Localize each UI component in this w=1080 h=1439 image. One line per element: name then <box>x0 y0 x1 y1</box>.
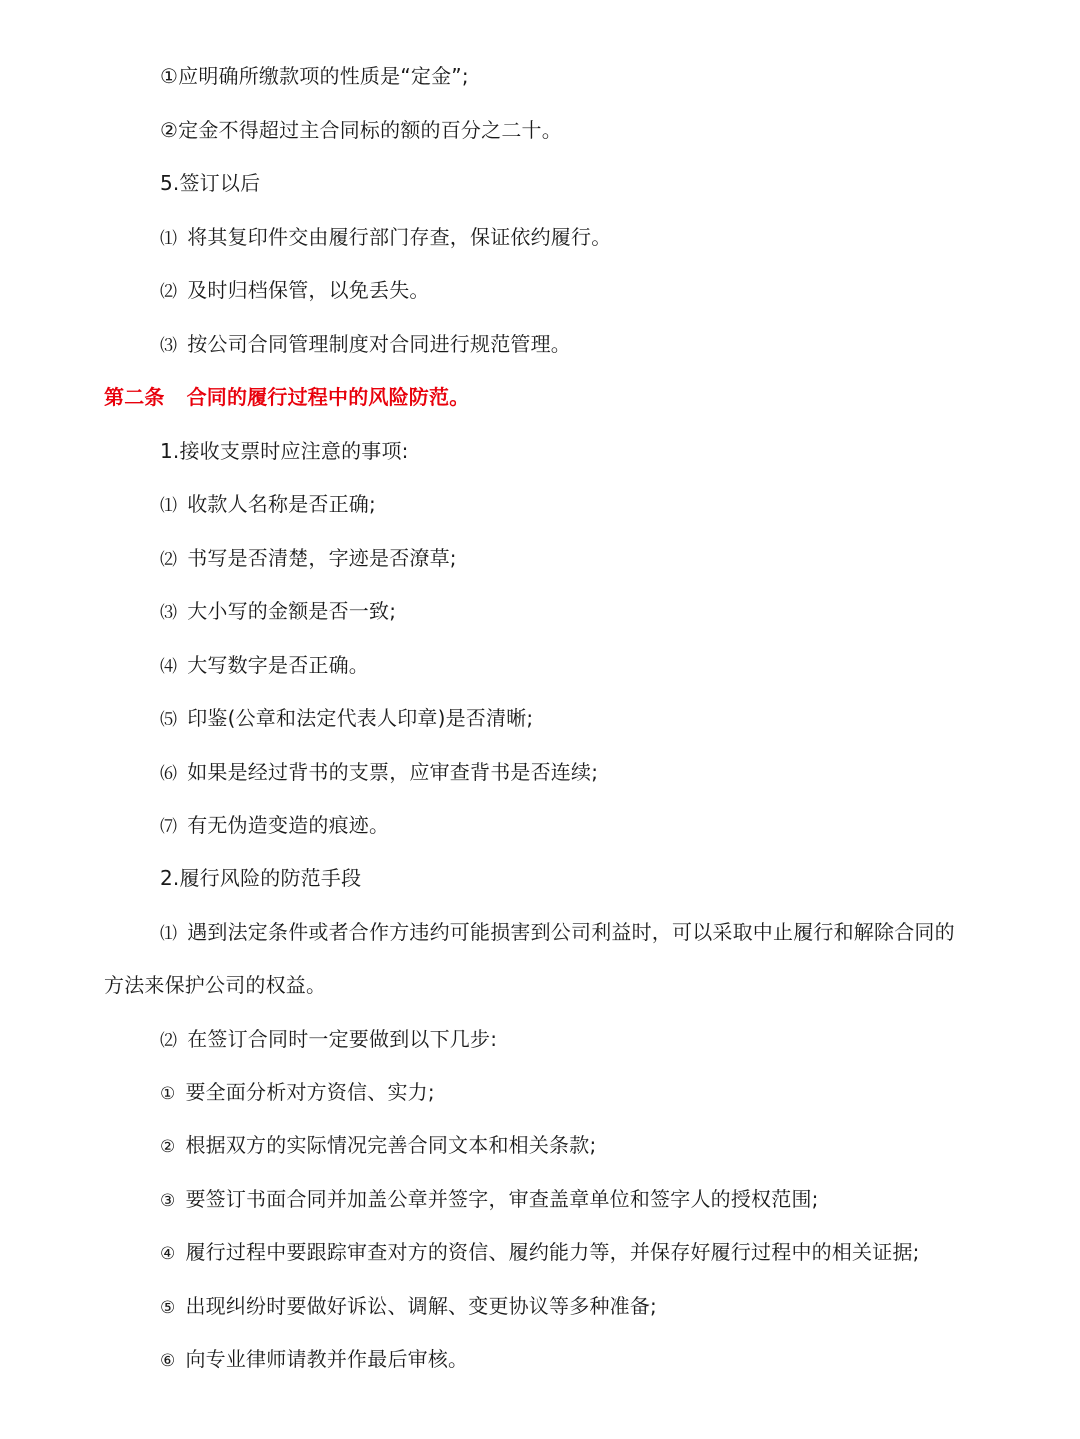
text-line <box>160 437 409 465</box>
list-marker: ⑤ <box>160 1298 176 1318</box>
list-marker: ⑴ <box>160 496 178 516</box>
line-text: 要全面分析对方资信、实力; <box>185 1080 435 1104</box>
list-item <box>160 276 430 306</box>
line-text: 大写数字是否正确。 <box>187 653 370 677</box>
list-item <box>160 1345 468 1375</box>
list-item <box>160 704 533 734</box>
article-title: 合同的履行过程中的风险防范。 <box>186 385 470 409</box>
list-item <box>160 490 376 520</box>
article-number: 第二条 <box>104 385 165 409</box>
list-item <box>160 1131 596 1161</box>
list-marker: ⑷ <box>160 657 178 677</box>
line-text: 向专业律师请教并作最后审核。 <box>185 1347 469 1371</box>
line-text: 及时归档保管，以免丢失。 <box>187 278 430 302</box>
line-text: 印鉴(公章和法定代表人印章)是否清晰; <box>187 706 534 730</box>
list-item <box>160 1078 435 1108</box>
list-item <box>160 651 369 681</box>
list-marker: ③ <box>160 1191 176 1211</box>
list-marker: ⑹ <box>160 764 178 784</box>
line-text: 出现纠纷时要做好诉讼、调解、变更协议等多种准备; <box>185 1294 657 1318</box>
list-marker: ⑥ <box>160 1351 176 1371</box>
list-item <box>160 1185 819 1215</box>
list-marker: ⑵ <box>160 282 178 302</box>
list-marker: ④ <box>160 1244 176 1264</box>
line-text: 收款人名称是否正确; <box>187 492 376 516</box>
list-item <box>160 223 611 253</box>
list-item <box>160 1238 920 1268</box>
line-text: 按公司合同管理制度对合同进行规范管理。 <box>187 332 572 356</box>
list-marker: ⑵ <box>160 550 178 570</box>
line-text: 履行过程中要跟踪审查对方的资信、履约能力等，并保存好履行过程中的相关证据; <box>185 1240 920 1264</box>
line-text: 如果是经过背书的支票，应审查背书是否连续; <box>187 760 599 784</box>
list-marker: ② <box>160 1137 176 1157</box>
line-text: 5.签订以后 <box>160 171 261 195</box>
line-text: 有无伪造变造的痕迹。 <box>187 813 390 837</box>
line-text: 书写是否清楚，字迹是否潦草; <box>187 546 457 570</box>
line-text: 2.履行风险的防范手段 <box>160 866 362 890</box>
list-item <box>160 1025 497 1055</box>
line-text: ①应明确所缴款项的性质是“定金”; <box>160 64 469 88</box>
list-item <box>160 597 396 627</box>
line-text: 在签订合同时一定要做到以下几步: <box>187 1027 498 1051</box>
text-line <box>160 62 469 90</box>
list-marker: ⑴ <box>160 924 178 944</box>
list-marker: ① <box>160 1084 176 1104</box>
list-marker: ⑸ <box>160 710 178 730</box>
line-text: 大小写的金额是否一致; <box>187 599 397 623</box>
list-marker: ⑵ <box>160 1031 178 1051</box>
list-marker: ⑺ <box>160 817 178 837</box>
text-line-continuation <box>104 971 326 999</box>
text-line <box>160 864 361 892</box>
list-marker: ⑶ <box>160 603 178 623</box>
list-item <box>160 918 955 948</box>
list-item <box>160 330 571 360</box>
list-marker: ⑴ <box>160 229 178 249</box>
text-line <box>160 169 260 197</box>
line-text: 将其复印件交由履行部门存查，保证依约履行。 <box>187 225 612 249</box>
list-marker: ⑶ <box>160 336 178 356</box>
list-item <box>160 758 598 788</box>
list-item <box>160 811 389 841</box>
line-text: ②定金不得超过主合同标的额的百分之二十。 <box>160 118 562 142</box>
section-heading <box>104 383 469 411</box>
line-text: 遇到法定条件或者合作方违约可能损害到公司利益时，可以采取中止履行和解除合同的 <box>187 920 955 944</box>
line-text: 要签订书面合同并加盖公章并签字，审查盖章单位和签字人的授权范围; <box>185 1187 819 1211</box>
list-item <box>160 1292 657 1322</box>
line-text: 根据双方的实际情况完善合同文本和相关条款; <box>185 1133 597 1157</box>
text-line <box>160 116 562 144</box>
line-text: 方法来保护公司的权益。 <box>104 973 327 997</box>
line-text: 1.接收支票时应注意的事项: <box>160 439 409 463</box>
list-item <box>160 544 457 574</box>
